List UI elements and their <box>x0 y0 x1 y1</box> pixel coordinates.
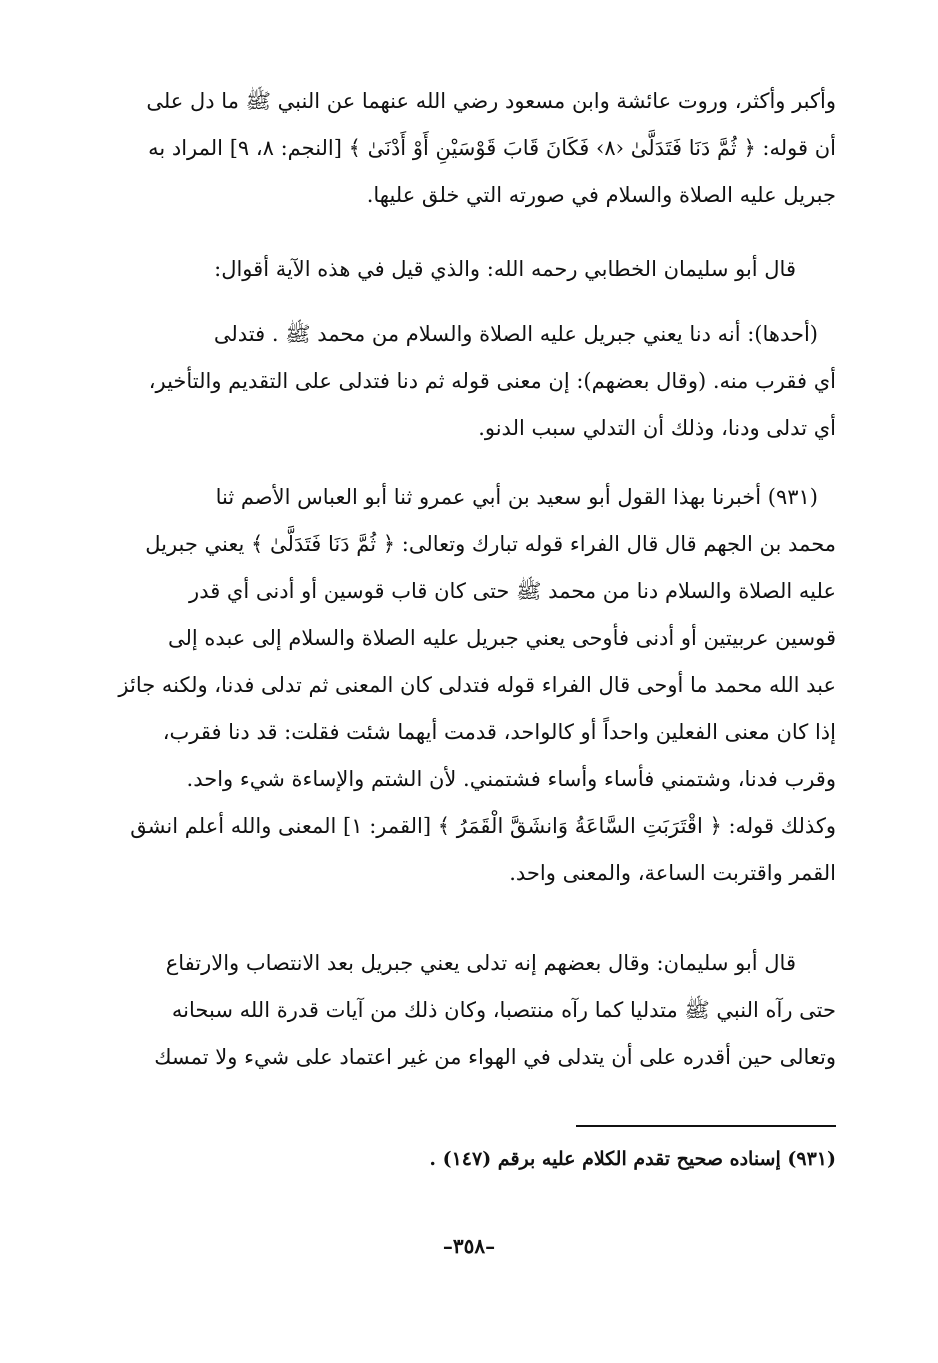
text-line: حتى رآه النبي ﷺ متدليا كما رآه منتصبا، وكان ذلك من آيات قدرة الله سبحانه <box>171 998 836 1022</box>
text-line: (أحدها): أنه دنا يعني جبريل عليه الصلاة والسلام من محمد ﷺ . فتدلى <box>213 322 818 346</box>
text-line: عليه الصلاة والسلام دنا من محمد ﷺ حتى كان قاب قوسين أو أدنى أي قدر <box>189 579 836 603</box>
text-line: وقرب فدنا، وشتمني فأساء وأساء فشتمني. لأن الشتم والإساءة شيء واحد. <box>186 767 836 791</box>
page-number: –٣٥٨– <box>442 1234 496 1258</box>
text-line: أي فقرب منه. (وقال بعضهم): إن معنى قوله ثم دنا فتدلى على التقديم والتأخير، <box>148 369 836 393</box>
text-line: قال أبو سليمان الخطابي رحمه الله: والذي قيل في هذه الآية أقوال: <box>214 257 796 281</box>
text-line: وكذلك قوله: ﴿ اقْتَرَبَتِ السَّاعَةُ وَانشَقَّ الْقَمَرُ ﴾ [القمر: ١] المعنى والله أعلم انشق <box>130 814 836 838</box>
text-line: عبد الله محمد ما أوحى قال الفراء قوله فتدلى كان المعنى ثم تدلى فدنا، ولكنه جائز <box>118 673 836 697</box>
text-line: محمد بن الجهم قال قال الفراء قوله تبارك وتعالى: ﴿ ثُمَّ دَنَا فَتَدَلَّىٰ ﴾ يعني جبريل <box>145 532 836 556</box>
paragraph-4 <box>106 474 836 897</box>
paragraph-1 <box>106 78 836 219</box>
footnote-divider <box>576 1125 836 1127</box>
text-line: وتعالى حين أقدره على أن يتدلى في الهواء من غير اعتماد على شيء ولا تمسك <box>154 1045 836 1069</box>
text-line: إذا كان معنى الفعلين واحداً أو كالواحد، قدمت أيهما شئت فقلت: قد دنا فقرب، <box>162 720 836 744</box>
text-line: (٩٣١) أخبرنا بهذا القول أبو سعيد بن أبي عمرو ثنا أبو العباس الأصم ثنا <box>215 485 818 509</box>
paragraph-5 <box>106 940 836 1081</box>
text-line: القمر واقتربت الساعة، والمعنى واحد. <box>509 861 836 885</box>
text-line: وأكبر وأكثر، وروت عائشة وابن مسعود رضي الله عنهما عن النبي ﷺ ما دل على <box>146 89 836 113</box>
paragraph-2 <box>106 246 836 293</box>
text-line: قوسين عربيتين أو أدنى فأوحى يعني جبريل عليه الصلاة والسلام إلى عبده إلى <box>168 626 836 650</box>
footnote: (٩٣١) إسناده صحيح تقدم الكلام عليه برقم (١٤٧) . <box>429 1148 836 1170</box>
text-line: قال أبو سليمان: وقال بعضهم إنه تدلى يعني جبريل بعد الانتصاب والارتفاع <box>165 951 796 975</box>
text-line: أن قوله: ﴿ ثُمَّ دَنَا فَتَدَلَّىٰ ‹٨› فَكَانَ قَابَ قَوْسَيْنِ أَوْ أَدْنَىٰ ﴾ [النجم: ٨، ٩] المراد به <box>148 136 836 160</box>
text-line: جبريل عليه الصلاة والسلام في صورته التي خلق عليها. <box>366 183 836 207</box>
paragraph-3 <box>106 311 836 452</box>
text-line: أي تدلى ودنا، وذلك أن التدلي سبب الدنو. <box>478 416 836 440</box>
